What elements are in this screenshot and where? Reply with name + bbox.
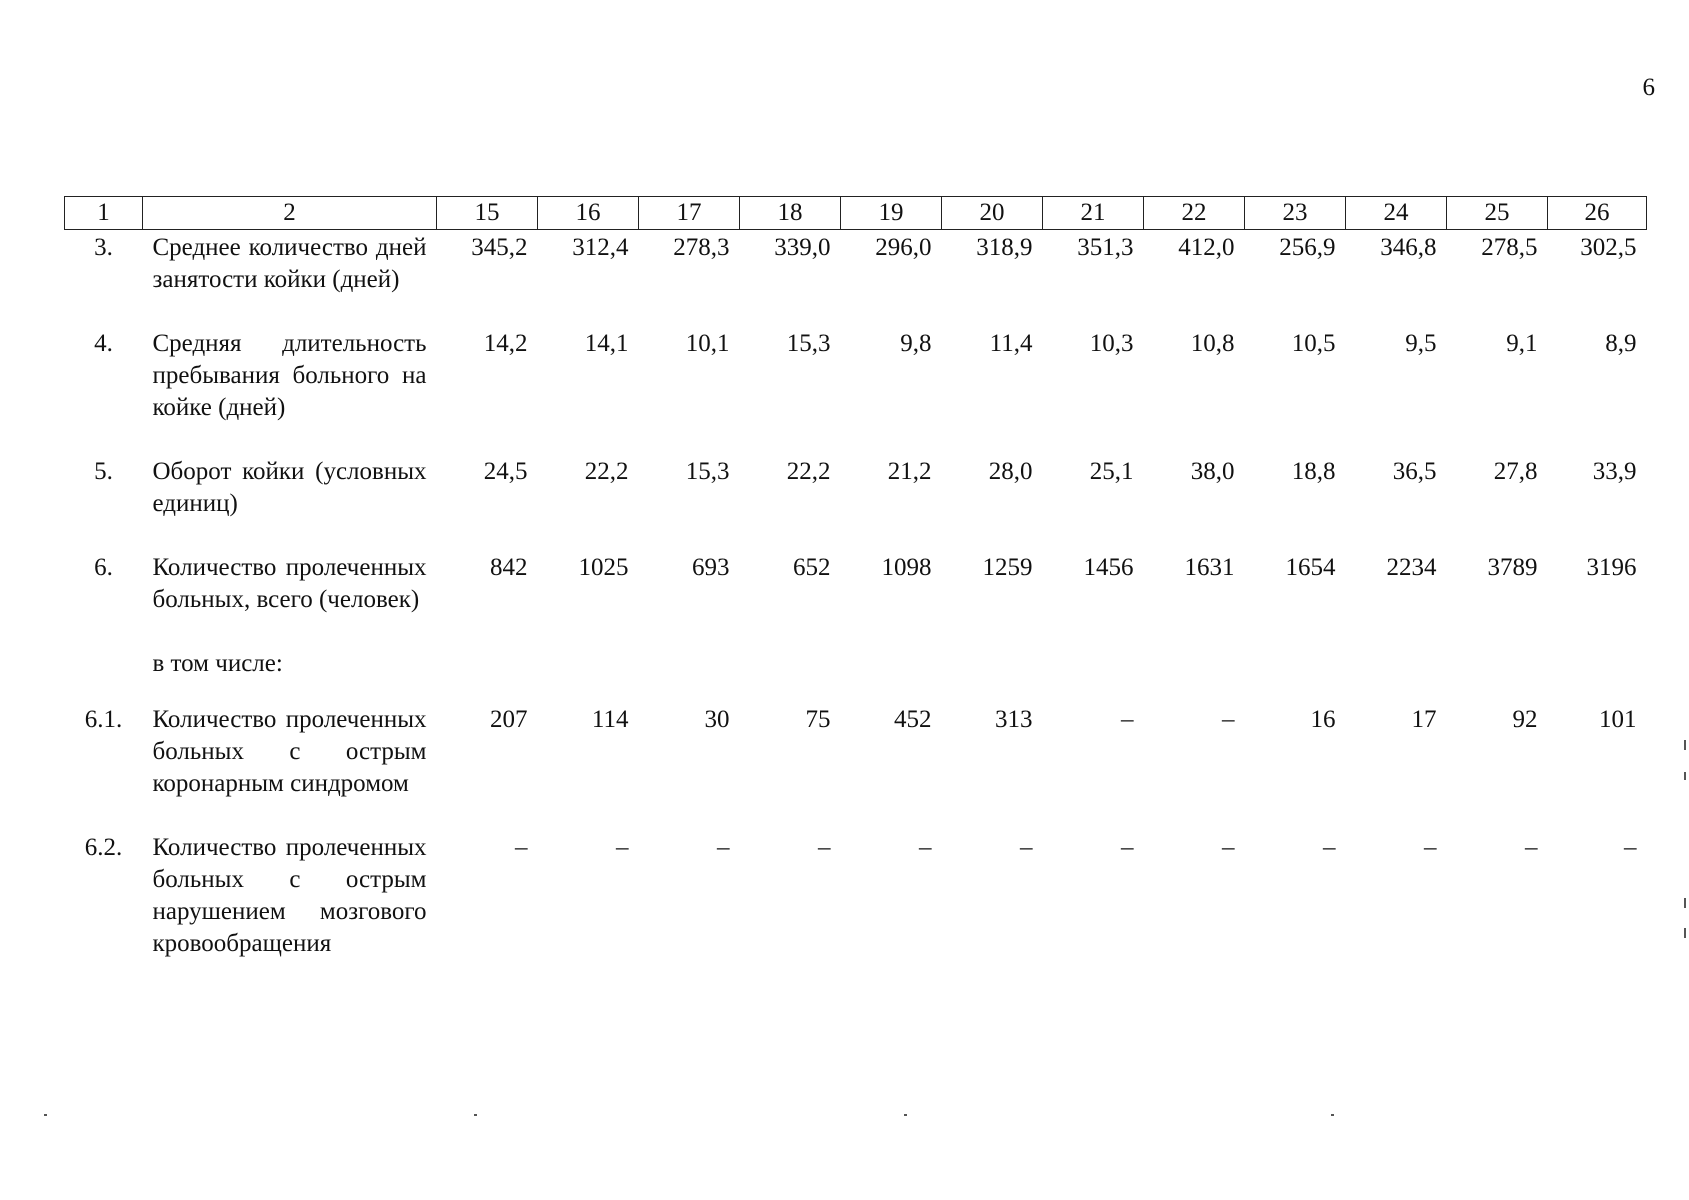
value-cell: 21,2 (887, 458, 932, 485)
scan-speck (1684, 772, 1686, 780)
value-cell: 75 (805, 706, 831, 733)
value-cell: 652 (793, 554, 831, 581)
header-cell: 25 (1447, 197, 1548, 230)
value-cell: 22,2 (584, 458, 629, 485)
value-cell: 1025 (578, 554, 629, 581)
value-cell: 36,5 (1392, 458, 1437, 485)
header-cell: 18 (740, 197, 841, 230)
value-cell: 10,1 (685, 330, 730, 357)
header-cell: 21 (1043, 197, 1144, 230)
value-cell: 256,9 (1279, 234, 1336, 261)
value-cell: 14,1 (584, 330, 629, 357)
value-cell: 345,2 (471, 234, 528, 261)
header-cell: 24 (1346, 197, 1447, 230)
table-row (65, 230, 1647, 329)
value-cell: 27,8 (1493, 458, 1538, 485)
value-cell: 10,5 (1291, 330, 1336, 357)
value-cell: 318,9 (976, 234, 1033, 261)
value-cell: – (818, 834, 831, 861)
value-cell: 278,3 (673, 234, 730, 261)
row-label (143, 230, 437, 329)
value-cell: 14,2 (483, 330, 528, 357)
table-row (65, 832, 1647, 992)
value-cell: 24,5 (483, 458, 528, 485)
row-number: 3. (94, 234, 113, 261)
header-row (65, 197, 1647, 230)
value-cell: 452 (894, 706, 932, 733)
value-cell: – (1525, 834, 1538, 861)
empty-cell (65, 648, 143, 704)
value-cell: 15,3 (685, 458, 730, 485)
value-cell: 296,0 (875, 234, 932, 261)
scan-speck (904, 1114, 907, 1116)
row-label (143, 832, 437, 992)
value-cell: – (1424, 834, 1437, 861)
value-cell: 412,0 (1178, 234, 1235, 261)
value-cell: 30 (704, 706, 730, 733)
row-number: 5. (94, 458, 113, 485)
scan-speck (1331, 1114, 1334, 1116)
value-cell: – (1222, 834, 1235, 861)
row-number: 6.1. (84, 706, 123, 733)
header-cell: 26 (1548, 197, 1647, 230)
row-label-text: Количество пролеченных больных с острым нарушением мозгового кровообращения (152, 834, 427, 957)
row-number: 6. (94, 554, 113, 581)
value-cell: 17 (1411, 706, 1437, 733)
table-row (65, 456, 1647, 552)
value-cell: 22,2 (786, 458, 831, 485)
header-cell: 19 (841, 197, 942, 230)
value-cell: – (717, 834, 730, 861)
value-cell: 1098 (881, 554, 932, 581)
value-cell: 2234 (1386, 554, 1437, 581)
value-cell: 346,8 (1380, 234, 1437, 261)
row-label (143, 704, 437, 832)
value-cell: 92 (1512, 706, 1538, 733)
value-cell: 18,8 (1291, 458, 1336, 485)
row-number: 4. (94, 330, 113, 357)
value-cell: – (919, 834, 932, 861)
row-label-text: Средняя длительность пребывания больного на койке (дней) (152, 330, 427, 421)
header-cell: 23 (1245, 197, 1346, 230)
value-cell: 25,1 (1089, 458, 1134, 485)
value-cell: 101 (1599, 706, 1637, 733)
value-cell: 33,9 (1592, 458, 1637, 485)
value-cell: 313 (995, 706, 1033, 733)
value-cell: 15,3 (786, 330, 831, 357)
row-label (143, 328, 437, 456)
header-cell: 16 (538, 197, 639, 230)
table-header (65, 197, 1647, 230)
header-cell: 15 (437, 197, 538, 230)
value-cell: 9,1 (1506, 330, 1538, 357)
value-cell: 207 (490, 706, 528, 733)
row-label-text: Среднее количество дней занятости койки (дней) (152, 234, 427, 293)
value-cell: 9,8 (900, 330, 932, 357)
value-cell: 693 (692, 554, 730, 581)
value-cell: 1259 (982, 554, 1033, 581)
value-cell: 351,3 (1077, 234, 1134, 261)
row-label (143, 456, 437, 552)
value-cell: 9,5 (1405, 330, 1437, 357)
row-label-text: Количество пролеченных больных, всего (человек) (152, 554, 427, 613)
value-cell: 28,0 (988, 458, 1033, 485)
value-cell: 278,5 (1481, 234, 1538, 261)
header-cell: 1 (65, 197, 143, 230)
row-label-text: Количество пролеченных больных с острым коронарным синдромом (152, 706, 427, 797)
value-cell: 38,0 (1190, 458, 1235, 485)
scan-speck (474, 1114, 477, 1116)
value-cell: – (1121, 706, 1134, 733)
row-number: 6.2. (84, 834, 123, 861)
scan-speck (1684, 898, 1686, 908)
value-cell: 842 (490, 554, 528, 581)
value-cell: 1631 (1184, 554, 1235, 581)
scan-speck (44, 1114, 47, 1116)
value-cell: – (616, 834, 629, 861)
value-cell: – (1020, 834, 1033, 861)
value-cell: 1654 (1285, 554, 1336, 581)
value-cell: 3196 (1586, 554, 1637, 581)
value-cell: 10,3 (1089, 330, 1134, 357)
value-cell: 312,4 (572, 234, 629, 261)
header-cell: 22 (1144, 197, 1245, 230)
value-cell: – (1323, 834, 1336, 861)
value-cell: – (1222, 706, 1235, 733)
value-cell: 16 (1310, 706, 1336, 733)
statistics-table (64, 196, 1647, 992)
scan-speck (1684, 928, 1686, 938)
value-cell: – (1121, 834, 1134, 861)
value-cell: 1456 (1083, 554, 1134, 581)
subheading: в том числе: (152, 650, 283, 677)
value-cell: 8,9 (1605, 330, 1637, 357)
table-row (65, 328, 1647, 456)
value-cell: 11,4 (989, 330, 1033, 357)
value-cell: – (515, 834, 528, 861)
header-cell: 20 (942, 197, 1043, 230)
scan-speck (1684, 740, 1686, 750)
table-row (65, 704, 1647, 832)
header-cell: 2 (143, 197, 437, 230)
value-cell: 114 (591, 706, 629, 733)
subheading-row (65, 648, 1647, 704)
table-row (65, 552, 1647, 648)
value-cell: 302,5 (1580, 234, 1637, 261)
value-cell: – (1624, 834, 1637, 861)
row-label (143, 552, 437, 648)
value-cell: 10,8 (1190, 330, 1235, 357)
page-number: 6 (1642, 74, 1655, 101)
header-cell: 17 (639, 197, 740, 230)
row-label-text: Оборот койки (условных единиц) (152, 458, 427, 517)
table-body (65, 230, 1647, 993)
value-cell: 339,0 (774, 234, 831, 261)
value-cell: 3789 (1487, 554, 1538, 581)
